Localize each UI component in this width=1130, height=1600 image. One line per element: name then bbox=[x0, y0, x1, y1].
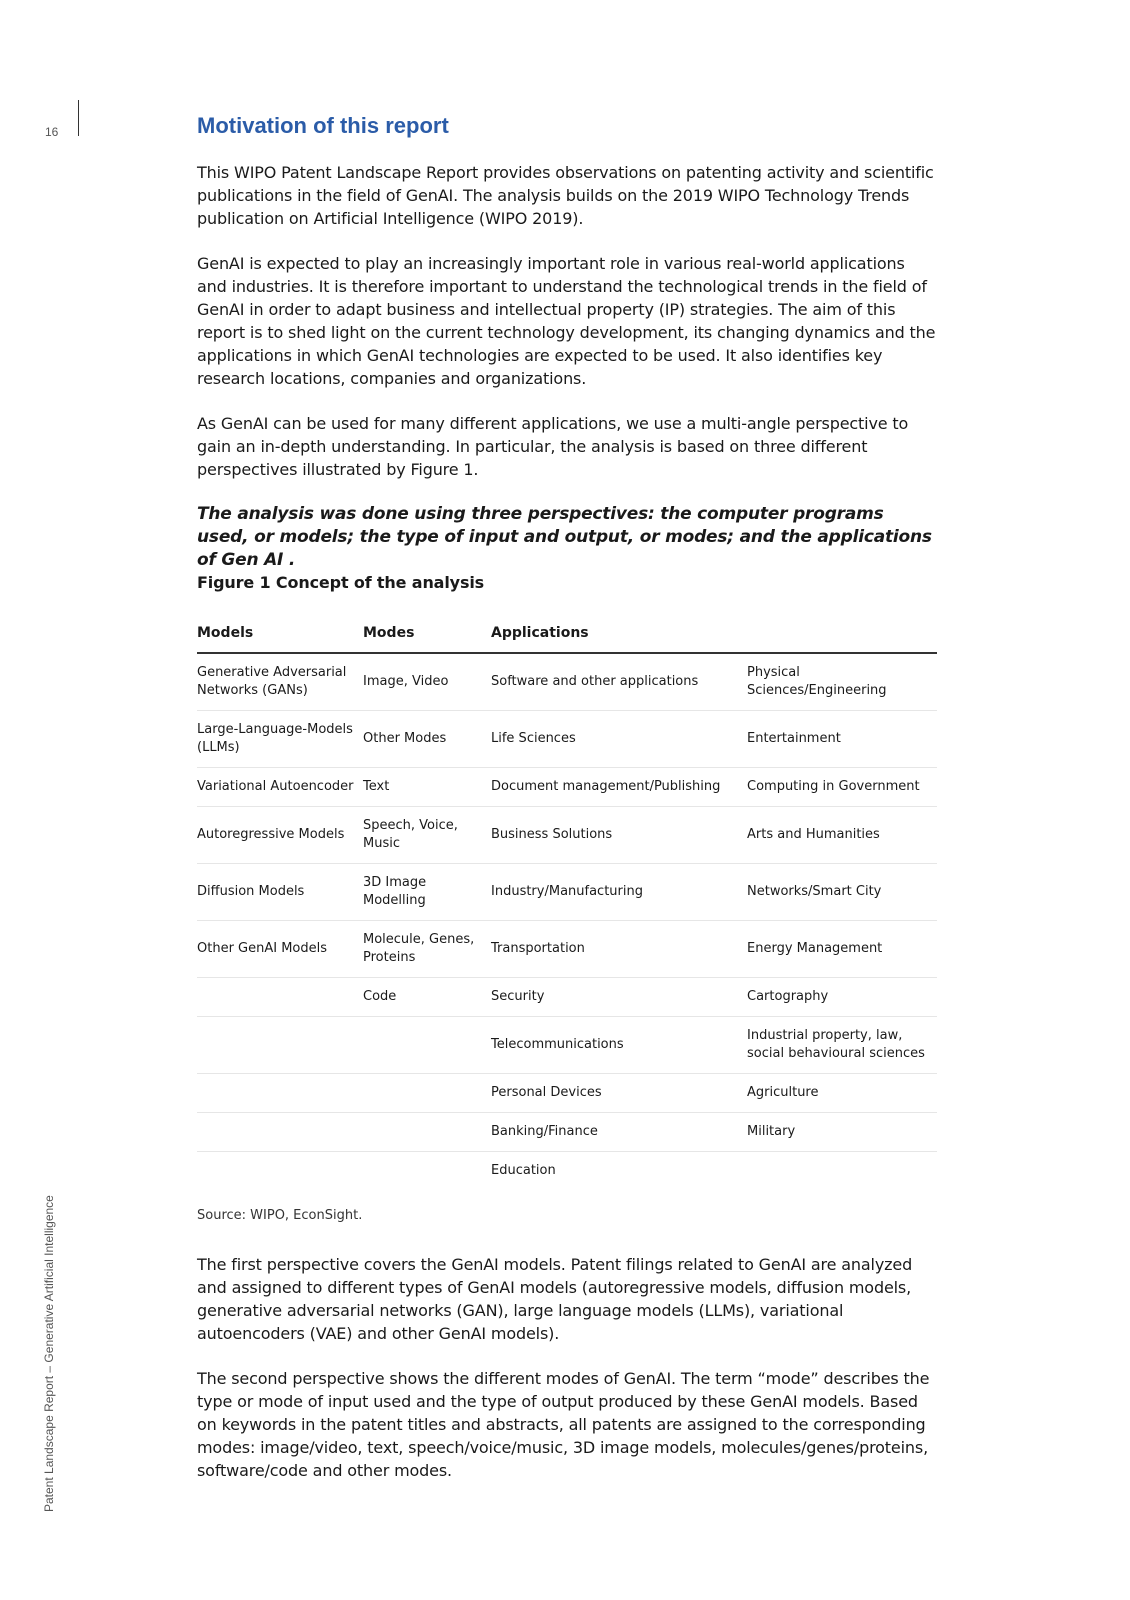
cell-application-2: Military bbox=[747, 1113, 937, 1152]
margin-rule bbox=[78, 100, 79, 136]
cell-application-2: Industrial property, law, social behavioural sciences bbox=[747, 1017, 937, 1074]
table-row bbox=[197, 978, 937, 1017]
figure-source: Source: WIPO, EconSight. bbox=[197, 1208, 363, 1223]
intro-paragraph-2: GenAI is expected to play an increasingly important role in various real-world applications and industries. It is therefore important to understand the technological trends in the field of GenAI in order to adapt business and intellectual property (IP) strategies. The aim of this report is to shed light on the current technology development, its changing dynamics and the applications in which GenAI technologies are expected to be used. It also identifies key research locations, companies and organizations. bbox=[197, 254, 936, 388]
concept-table bbox=[197, 624, 937, 1190]
table-row bbox=[197, 864, 937, 921]
cell-application: Banking/Finance bbox=[491, 1113, 747, 1152]
cell-mode: Speech, Voice, Music bbox=[363, 807, 491, 864]
cell-application: Education bbox=[491, 1163, 556, 1178]
header-applications: Applications bbox=[491, 624, 747, 653]
cell-model bbox=[197, 1074, 363, 1113]
cell-mode bbox=[363, 1017, 491, 1074]
cell-model: Variational Autoencoder bbox=[197, 768, 363, 807]
cell-model: Other GenAI Models bbox=[197, 921, 363, 978]
cell-application-2: Networks/Smart City bbox=[747, 864, 937, 921]
perspective-paragraph-2: The second perspective shows the different modes of GenAI. The term “mode” describes the type or mode of input used and the type of output produced by these GenAI models. Based on keywords in the patent titles and abstracts, all patents are assigned to the corresponding modes: image/video, text, speech/voice/music, 3D image models, molecules/genes/proteins, software/code and other modes. bbox=[197, 1369, 930, 1480]
cell-mode: 3D Image Modelling bbox=[363, 864, 491, 921]
cell-application: Software and other applications bbox=[491, 653, 747, 711]
cell-application-2: Entertainment bbox=[747, 711, 937, 768]
table-row bbox=[197, 921, 937, 978]
table-row bbox=[197, 1017, 937, 1074]
table-row bbox=[197, 711, 937, 768]
header-modes: Modes bbox=[363, 624, 491, 653]
cell-application-2: Cartography bbox=[747, 978, 937, 1017]
table-row bbox=[197, 653, 937, 711]
intro-paragraph-3: As GenAI can be used for many different applications, we use a multi-angle perspective to gain an in-depth understanding. In particular, the analysis is based on three different perspectives illustrated by Figure 1. bbox=[197, 414, 909, 479]
cell-application: Business Solutions bbox=[491, 807, 747, 864]
cell-application-2 bbox=[747, 1152, 937, 1191]
cell-model bbox=[197, 978, 363, 1017]
cell-application: Industry/Manufacturing bbox=[491, 864, 747, 921]
table-row bbox=[197, 1113, 937, 1152]
cell-mode: Image, Video bbox=[363, 653, 491, 711]
cell-application: Telecommunications bbox=[491, 1017, 747, 1074]
cell-model bbox=[197, 1017, 363, 1074]
cell-mode bbox=[363, 1152, 491, 1191]
cell-application-2: Arts and Humanities bbox=[747, 807, 937, 864]
perspective-paragraph-1: The first perspective covers the GenAI models. Patent filings related to GenAI are analyzed and assigned to different types of GenAI models (autoregressive models, diffusion models, generative adversarial networks (GAN), large language models (LLMs), variational autoencoders (VAE) and other GenAI models). bbox=[197, 1255, 913, 1343]
table-header-row bbox=[197, 624, 937, 653]
cell-application: Life Sciences bbox=[491, 711, 747, 768]
cell-model: Large-Language-Models (LLMs) bbox=[197, 711, 363, 768]
cell-application-2: Physical Sciences/Engineering bbox=[747, 653, 937, 711]
cell-application-2: Energy Management bbox=[747, 921, 937, 978]
intro-paragraph-1: This WIPO Patent Landscape Report provides observations on patenting activity and scientific publications in the field of GenAI. The analysis builds on the 2019 WIPO Technology Trends publication on Artificial Intelligence (WIPO 2019). bbox=[197, 163, 934, 228]
table-row bbox=[197, 1152, 937, 1191]
cell-model bbox=[197, 1113, 363, 1152]
figure-title: Figure 1 Concept of the analysis bbox=[197, 573, 485, 592]
header-models: Models bbox=[197, 624, 363, 653]
cell-mode: Other Modes bbox=[363, 711, 491, 768]
cell-application-2: Computing in Government bbox=[747, 768, 937, 807]
cell-application: Security bbox=[491, 978, 747, 1017]
cell-mode: Text bbox=[363, 768, 491, 807]
cell-application: Personal Devices bbox=[491, 1074, 747, 1113]
cell-model: Generative Adversarial Networks (GANs) bbox=[197, 653, 363, 711]
cell-mode: Molecule, Genes, Proteins bbox=[363, 921, 491, 978]
cell-model bbox=[197, 1152, 363, 1191]
running-footer-label: Patent Landscape Report – Generative Artificial Intelligence bbox=[42, 1195, 56, 1512]
table-row bbox=[197, 768, 937, 807]
cell-mode: Code bbox=[363, 978, 491, 1017]
page-number: 16 bbox=[45, 125, 59, 139]
cell-model: Autoregressive Models bbox=[197, 807, 363, 864]
cell-model: Diffusion Models bbox=[197, 864, 363, 921]
table-row bbox=[197, 1074, 937, 1113]
table-row bbox=[197, 807, 937, 864]
page-content bbox=[197, 113, 937, 1504]
section-title: Motivation of this report bbox=[197, 113, 449, 138]
cell-application-2: Agriculture bbox=[747, 1074, 937, 1113]
figure-caption: The analysis was done using three perspectives: the computer programs used, or models; the type of input and output, or modes; and the applications of Gen AI . bbox=[197, 504, 932, 570]
cell-mode bbox=[363, 1113, 491, 1152]
cell-application: Transportation bbox=[491, 921, 747, 978]
cell-mode bbox=[363, 1074, 491, 1113]
cell-application: Document management/Publishing bbox=[491, 768, 747, 807]
header-applications-2 bbox=[747, 624, 937, 653]
